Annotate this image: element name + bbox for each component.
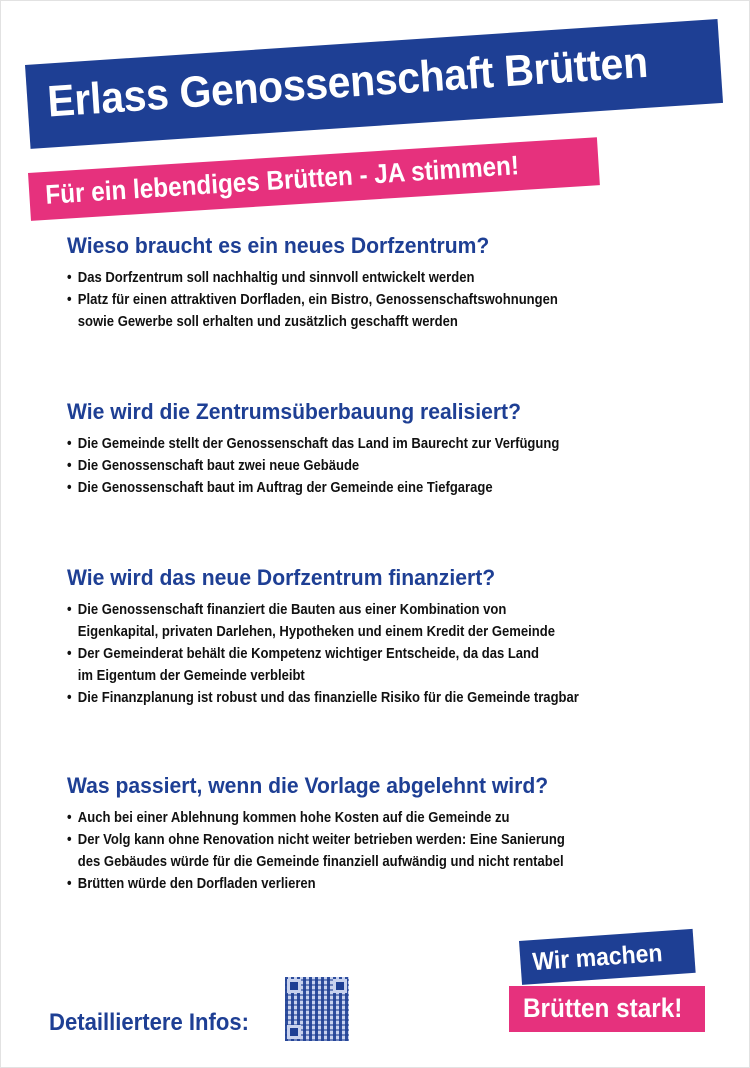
list-item: • Auch bei einer Ablehnung kommen hohe Kosten auf die Gemeinde zu bbox=[67, 807, 699, 829]
bullet-list bbox=[67, 267, 687, 333]
section-heading: Wie wird das neue Dorfzentrum finanziert? bbox=[67, 565, 496, 590]
page-subtitle: Für ein lebendiges Brütten - JA stimmen! bbox=[44, 150, 520, 210]
slogan-banner-bottom bbox=[509, 986, 705, 1032]
slogan-line-1: Wir machen bbox=[531, 939, 664, 977]
qr-finder-pattern bbox=[333, 979, 347, 993]
details-info-label: Detailliertere Infos: bbox=[49, 1009, 250, 1036]
qr-code-icon[interactable] bbox=[285, 977, 349, 1041]
list-item: • Die Genossenschaft baut im Auftrag der Gemeinde eine Tiefgarage bbox=[67, 477, 699, 499]
section-realization bbox=[67, 399, 687, 499]
list-item: • Die Genossenschaft finanziert die Bauten aus einer Kombination von Eigenkapital, privaten Darlehen, Hypotheken und einem Kredit der Gemeinde bbox=[67, 599, 699, 643]
section-heading: Wieso braucht es ein neues Dorfzentrum? bbox=[67, 233, 490, 258]
qr-finder-pattern bbox=[287, 1025, 301, 1039]
section-financing bbox=[67, 565, 687, 709]
section-heading: Wie wird die Zentrumsüberbauung realisiert? bbox=[67, 399, 521, 424]
slogan-line-2: Brütten stark! bbox=[523, 993, 683, 1023]
list-item: • Das Dorfzentrum soll nachhaltig und sinnvoll entwickelt werden bbox=[67, 267, 699, 289]
title-banner bbox=[25, 19, 723, 149]
subtitle-banner bbox=[28, 137, 600, 221]
list-item: • Der Volg kann ohne Renovation nicht weiter betrieben werden: Eine Sanierung des Gebäudes würde für die Gemeinde finanziell aufwändig und nicht rentabel bbox=[67, 829, 699, 873]
section-rejection bbox=[67, 773, 687, 895]
list-item: • Die Gemeinde stellt der Genossenschaft das Land im Baurecht zur Verfügung bbox=[67, 433, 699, 455]
bullet-list bbox=[67, 599, 687, 709]
qr-finder-pattern bbox=[287, 979, 301, 993]
bullet-list bbox=[67, 807, 687, 895]
list-item: • Brütten würde den Dorfladen verlieren bbox=[67, 873, 699, 895]
list-item: • Platz für einen attraktiven Dorfladen, ein Bistro, Genossenschaftswohnungen sowie Gewerbe soll erhalten und zusätzlich geschafft werden bbox=[67, 289, 699, 333]
section-heading: Was passiert, wenn die Vorlage abgelehnt wird? bbox=[67, 773, 549, 798]
bullet-list bbox=[67, 433, 687, 499]
slogan-banner-top bbox=[519, 929, 696, 985]
section-why-new-center bbox=[67, 233, 687, 333]
list-item: • Die Finanzplanung ist robust und das finanzielle Risiko für die Gemeinde tragbar bbox=[67, 687, 699, 709]
list-item: • Die Genossenschaft baut zwei neue Gebäude bbox=[67, 455, 699, 477]
list-item: • Der Gemeinderat behält die Kompetenz wichtiger Entscheide, da das Land im Eigentum der Gemeinde verbleibt bbox=[67, 643, 699, 687]
page-title: Erlass Genossenschaft Brütten bbox=[45, 37, 650, 127]
